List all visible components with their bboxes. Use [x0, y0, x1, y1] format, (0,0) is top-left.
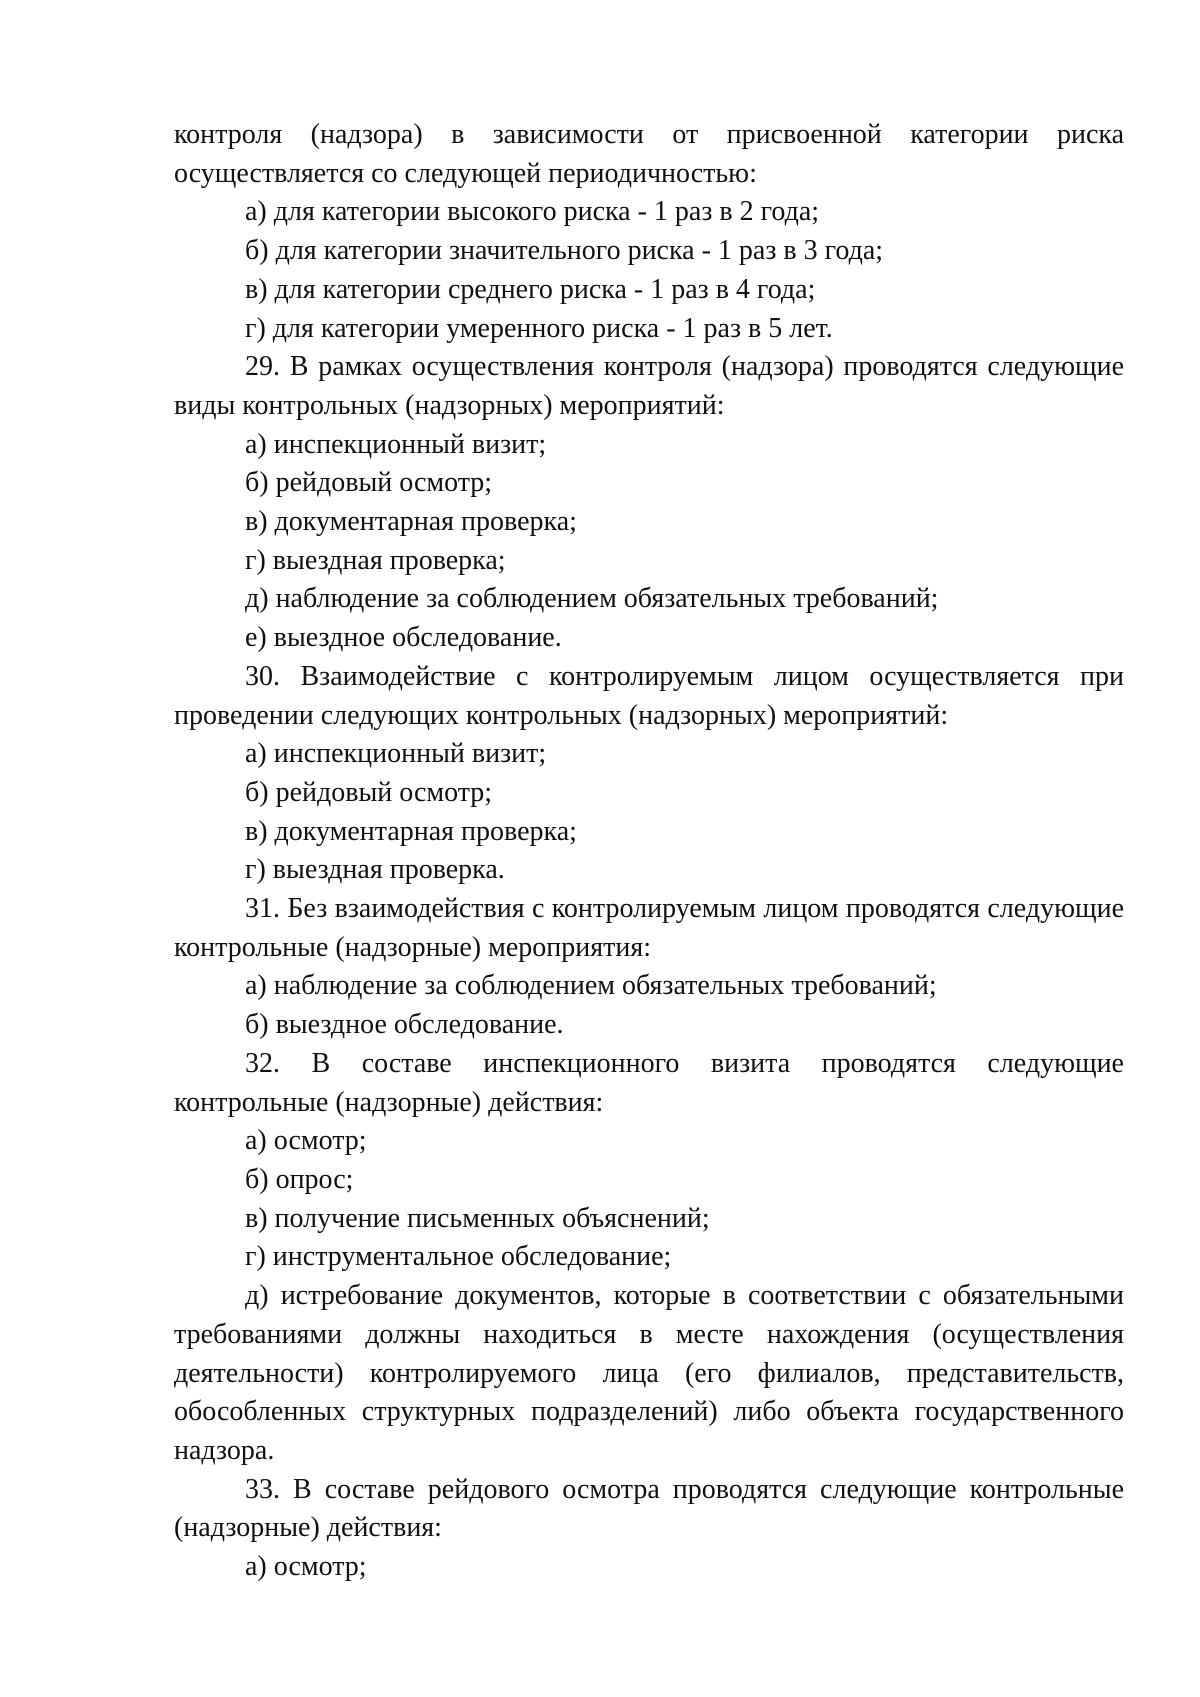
list-item: а) инспекционный визит;	[245, 738, 547, 770]
list-item: а) осмотр;	[245, 1125, 367, 1157]
list-item: б) опрос;	[245, 1163, 354, 1195]
clause-33: 33. В составе рейдового осмотра проводятся следующие контрольные (надзорные) действия:	[174, 1473, 1124, 1544]
paragraph-continuation: контроля (надзора) в зависимости от присвоенной категории риска осуществляется со следующей периодичностью:	[174, 119, 1124, 189]
list-item: д) наблюдение за соблюдением обязательных требований;	[245, 583, 939, 615]
clause-29: 29. В рамках осуществления контроля (надзора) проводятся следующие виды контрольных (надзорных) мероприятий:	[174, 351, 1124, 421]
list-item: е) выездное обследование.	[245, 622, 562, 654]
list-item: б) для категории значительного риска - 1 раз в 3 года;	[245, 235, 884, 267]
list-item: а) инспекционный визит;	[245, 428, 547, 460]
list-item: а) осмотр;	[245, 1551, 367, 1583]
list-item: в) получение письменных объяснений;	[245, 1202, 710, 1234]
document-body	[174, 116, 1124, 1587]
list-item: б) рейдовый осмотр;	[245, 467, 493, 499]
list-item: в) документарная проверка;	[245, 815, 577, 847]
list-item: г) инструментальное обследование;	[245, 1241, 672, 1273]
list-item: г) выездная проверка.	[245, 854, 505, 886]
clause-32: 32. В составе инспекционного визита проводятся следующие контрольные (надзорные) действия:	[174, 1047, 1124, 1118]
list-item: б) рейдовый осмотр;	[245, 776, 493, 808]
clause-31: 31. Без взаимодействия с контролируемым лицом проводятся следующие контрольные (надзорные) мероприятия:	[174, 893, 1124, 963]
list-item: г) выездная проверка;	[245, 544, 506, 576]
list-item: б) выездное обследование.	[245, 1009, 564, 1041]
list-item: д) истребование документов, которые в соответствии с обязательными требованиями должны находиться в месте нахождения (осуществления деятельности) контролируемого лица (его филиалов, представительств, обособленных структурных подразделений) либо объекта государственного надзора.	[174, 1280, 1124, 1466]
list-item: в) для категории среднего риска - 1 раз в 4 года;	[245, 273, 816, 305]
list-item: а) наблюдение за соблюдением обязательных требований;	[245, 970, 937, 1002]
clause-30: 30. Взаимодействие с контролируемым лицом осуществляется при проведении следующих контрольных (надзорных) мероприятий:	[174, 660, 1124, 731]
list-item: в) документарная проверка;	[245, 506, 577, 538]
list-item: а) для категории высокого риска - 1 раз в 2 года;	[245, 196, 820, 228]
list-item: г) для категории умеренного риска - 1 раз в 5 лет.	[245, 312, 833, 344]
